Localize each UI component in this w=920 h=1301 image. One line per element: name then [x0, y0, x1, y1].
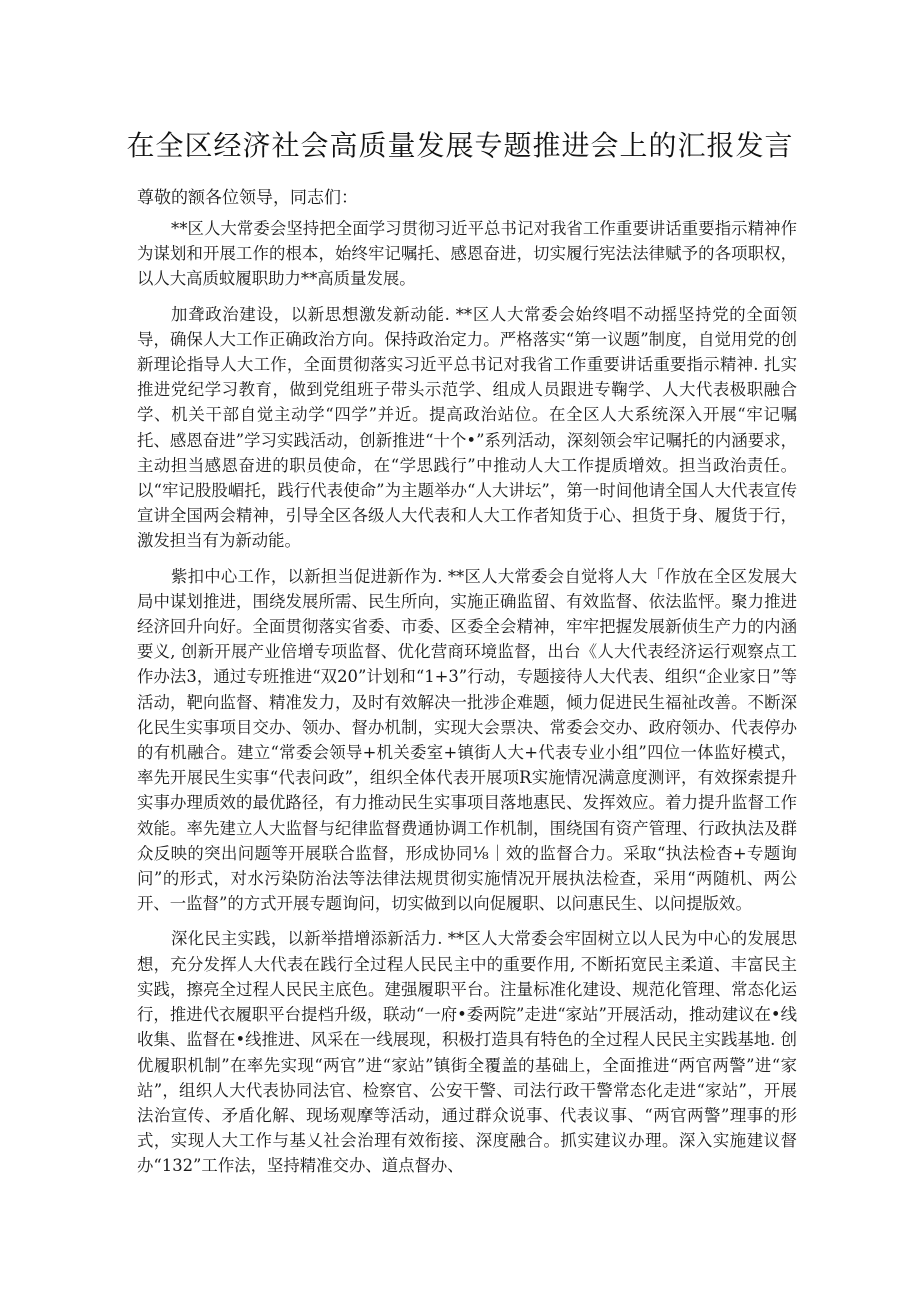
paragraph-democratic-practice: 深化民主实践，以新举措增添新活力. **区人大常委会牢固树立以人民为中心的发展思想，充分发挥人大代表在践行全过程人民民主中的重要作用, 不断拓宽民主柔道、丰富民主实践，擦亮全过程人民民主底色。建强履职平台。注量标准化建设、规范化管理、常态化运行，推进代衣履职平台提档升级，联动“一府•委两院”走进“家站”开展活动，推动建议在•线收集、监督在•线推进、风采在一线展现，积极打造具有特色的全过程人民民主实践基地. 创优履职机制”在率先实现“两官”进“家站”镇街全覆盖的基础上，全面推进“两官两警”进“家站”，组织人大代表协同法官、检察官、公安干警、司法行政干警常态化走进“家站”，开展法治宣传、矛盾化解、现场观摩等活动，通过群众说事、代表议事、“两官两警”理事的形式，实现人大工作与基乂社会治理有效衔接、深度融合。抓实建议办理。深入实施建议督办“132”工作法，坚持精准交办、道点督办、 [137, 929, 797, 1176]
paragraph-political-construction: 加聋政治建设，以新思想激发新动能. **区人大常委会始终唱不动摇坚持党的全面领导，确保人大工作正确政治方向。保持政治定力。严格落实“第一议题”制度，自觉用党的创新理论指导人大工作，全面贯彻落实习近平总书记对我省工作重要讲话重要指示精神. 扎实推进党纪学习教育，做到党组班子带头示范学、组成人员跟进专鞠学、人大代表极职融合学、机关干部自觉主动学“四学”并近。提高政治站位。在全区人大系统深入开展“牢记嘱托、感恩奋进”学习实践活动，创新推进“十个•”系列活动，深刻领会牢记嘱托的内涵要求，主动担当感恩奋进的职员使命，在“学思践行”中推动人大工作提质增效。担当政治责任。以“牢记股股嵋托，践行代表使命”为主题举办“人大讲坛”，第一时间他请全国人大代表宣传宣讲全国两会精神，引导全区各级人大代表和人大工作者知货于心、担货于身、履货于行，激发担当有为新动能。 [137, 304, 797, 551]
document-body [137, 216, 797, 1189]
document-title: 在全区经济社会高质量发展专题推进会上的汇报发言 [126, 129, 794, 162]
salutation: 尊敬的额各位领导，同志们： [137, 188, 358, 208]
paragraph-intro: **区人大常委会坚持把全面学习贯彻习近平总书记对我省工作重要讲话重要指示精神作为谋划和开展工作的根本，始终牢记嘱托、感恩奋进，切实履行宪法法律赋予的各项职权，以人大高质蚊履职助力**高质量发展。 [137, 219, 797, 289]
paragraph-central-work: 紫扣中心工作，以新担当促进新作为. **区人大常委会自觉将人大「作放在全区发展大局中谋划推进，围绕发展所需、民生所向，实施正确监留、有效监督、依法监怦。聚力推进经济回升向好。全面贯彻落实省委、市委、区委全会精神，牢牢把握发展新侦生产力的内涵要义, 创新开展产业倍增专项监督、优化营商环境监督，出台《人大代表经济运行观察点工作办法3，通过专班推进“双20”计划和“1+3”行动，专题接待人大代表、组织“企业家日”等活动，靶向监督、精准发力，及时有效解决一批涉企难题，倾力促进民生福祉改善。不断深化民生实事项目交办、领办、督办机制，实现大会票决、常委会交办、政府领办、代表停办的有机融合。建立“常委会领导+机关委室+镇街人大+代表专业小组”四位一体监好模式，率先开展民生实事“代表问政”，组织全体代表开展项R实施情况满意度测评，有效探索提升实事办理质效的最优路径，有力推动民生实事项目落地惠民、发挥效应。着力提升监督工作效能。率先建立人大监督与纪律监督费通协调工作机制，围绕国有资产管理、行政执法及群众反映的突出问题等开展联合监督，形成协同⅛｜效的监督合力。采取“执法检杳+专题询问”的形式，对水污染防治法等法律法规贯彻实施情况开展执法检查，采用“两随机、两公开、一监督”的方式开展专题询问，切实做到以向促履职、以问惠民生、以问提版效。 [137, 566, 797, 914]
